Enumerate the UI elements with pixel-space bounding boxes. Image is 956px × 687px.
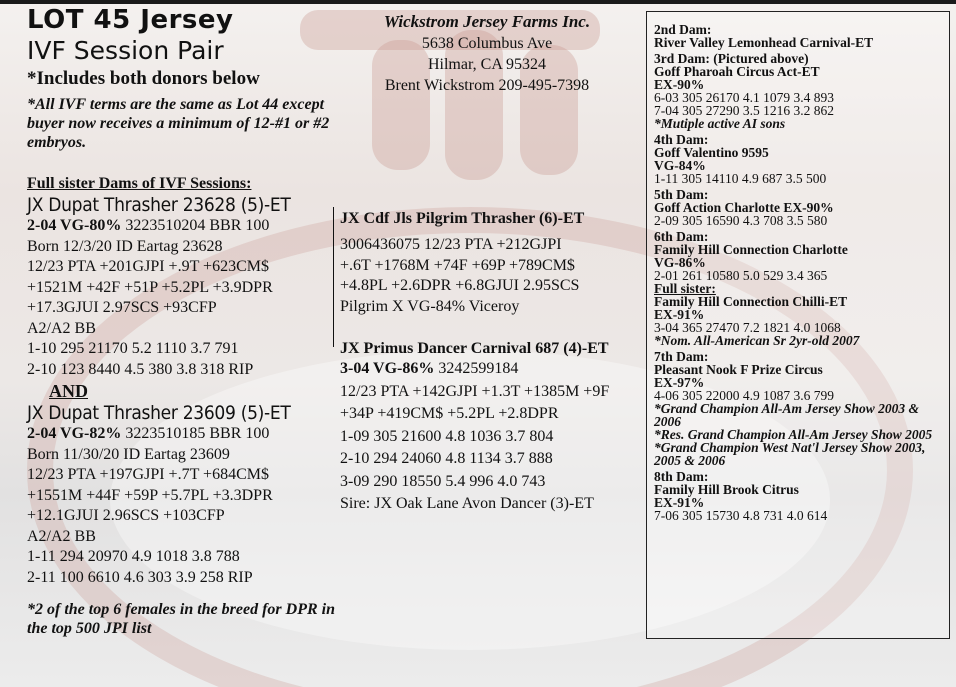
- donor-1-line: +1521M +42F +51P +5.2PL +3.9DPR: [27, 278, 273, 296]
- farm-contact: [348, 11, 626, 96]
- dam7-note: *Grand Champion West Nat'l Jersey Show 2003, 2005 & 2006: [654, 440, 926, 468]
- sire-1: [340, 209, 640, 317]
- sire-2-score: 3-04 VG-86% 3242599184: [340, 360, 519, 377]
- dam7-note: *Grand Champion All-Am Jersey Show 2003 & 2006: [654, 401, 920, 429]
- dam7-note: *Res. Grand Champion All-Am Jersey Show 2005: [654, 427, 933, 442]
- dam3-score: EX-90%: [654, 77, 705, 92]
- donor-1-line: 2-10 123 8440 4.5 380 3.8 318 RIP: [27, 360, 254, 378]
- sire-1-name: JX Cdf Jls Pilgrim Thrasher (6)-ET: [340, 210, 585, 227]
- donor-2-line: Born 11/30/20 ID Eartag 23609: [27, 445, 230, 463]
- full-sister-label: Full sister:: [654, 281, 716, 296]
- left-column: [27, 6, 337, 638]
- full-sister-record: 3-04 365 27470 7.2 1821 4.0 1068: [654, 320, 841, 335]
- donor-2-name: JX Dupat Thrasher 23609 (5)-ET: [27, 402, 291, 424]
- sire-2-line: 1-09 305 21600 4.8 1036 3.7 804: [340, 427, 554, 445]
- donor-2: [27, 402, 337, 588]
- dam3-heading: 3rd Dam: (Pictured above): [654, 51, 809, 66]
- dam7-score: EX-97%: [654, 375, 705, 390]
- dam5-heading: 5th Dam:: [654, 187, 709, 202]
- dam4-score: VG-84%: [654, 158, 706, 173]
- donor-1-line: 12/23 PTA +201GJPI +.9T +623CM$: [27, 258, 269, 275]
- donor-2-score: 2-04 VG-82% 3223510185 BBR 100: [27, 425, 270, 442]
- donor-1-line: Born 12/3/20 ID Eartag 23628: [27, 237, 223, 255]
- sire-2-name: JX Primus Dancer Carnival 687 (4)-ET: [340, 340, 609, 357]
- dam2-heading: 2nd Dam:: [654, 22, 712, 37]
- dam7-name: Pleasant Nook F Prize Circus: [654, 362, 823, 377]
- donor-1-line: +17.3GJUI 2.97SCS +93CFP: [27, 299, 217, 316]
- sires-column: [340, 209, 640, 515]
- sire-1-line: 3006436075 12/23 PTA +212GJPI: [340, 236, 562, 253]
- dam3-record: 7-04 305 27290 3.5 1216 3.2 862: [654, 103, 834, 118]
- dam3-note: *Mutiple active AI sons: [654, 116, 786, 131]
- sire-2-line: 2-10 294 24060 4.8 1134 3.7 888: [340, 450, 553, 467]
- donor-2-line: +12.1GJUI 2.96SCS +103CFP: [27, 507, 225, 524]
- dpr-footnote: *2 of the top 6 females in the breed for DPR in the top 500 JPI list: [27, 601, 335, 637]
- sire-2: [340, 339, 640, 515]
- farm-name: Wickstrom Jersey Farms Inc.: [383, 12, 591, 31]
- pedigree-box: [646, 11, 950, 639]
- includes-note: *Includes both donors below: [27, 68, 260, 89]
- dam8-name: Family Hill Brook Citrus: [654, 482, 799, 497]
- donor-2-line: +1551M +44F +59P +5.7PL +3.3DPR: [27, 486, 273, 504]
- sire-1-line: +4.8PL +2.6DPR +6.8GJUI 2.95SCS: [340, 277, 580, 294]
- full-sister-heading: Full sister Dams of IVF Sessions:: [27, 175, 252, 192]
- dam7-heading: 7th Dam:: [654, 349, 709, 364]
- sire-2-line: +34P +419CM$ +5.2PL +2.8DPR: [340, 405, 559, 422]
- full-sister-note: *Nom. All-American Sr 2yr-old 2007: [654, 333, 860, 348]
- sire-2-line: 3-09 290 18550 5.4 996 4.0 743: [340, 472, 546, 490]
- sire-divider: [333, 207, 334, 347]
- dam4-name: Goff Valentino 9595: [654, 145, 769, 160]
- sire-1-line: Pilgrim X VG-84% Viceroy: [340, 297, 520, 315]
- dam4-heading: 4th Dam:: [654, 132, 709, 147]
- dam3-name: Goff Pharoah Circus Act-ET: [654, 64, 820, 79]
- sire-1-line: +.6T +1768M +74F +69P +789CM$: [340, 256, 575, 274]
- full-sister-score: EX-91%: [654, 307, 705, 322]
- dam6-name: Family Hill Connection Charlotte: [654, 242, 848, 257]
- sire-2-line: 12/23 PTA +142GJPI +1.3T +1385M +9F: [340, 382, 610, 400]
- dam5-record: 2-09 305 16590 4.3 708 3.5 580: [654, 213, 828, 228]
- donor-2-line: 2-11 100 6610 4.6 303 3.9 258 RIP: [27, 568, 253, 586]
- ivf-terms-note: *All IVF terms are the same as Lot 44 except buyer now receives a minimum of 12-#1 or #2 embryos.: [27, 96, 330, 151]
- dam5-name: Goff Action Charlotte EX-90%: [654, 200, 834, 215]
- and-label: AND: [49, 381, 88, 401]
- dam2-name: River Valley Lemonhead Carnival-ET: [654, 35, 874, 50]
- donor-1-score: 2-04 VG-80% 3223510204 BBR 100: [27, 217, 270, 234]
- donor-2-line: 12/23 PTA +197GJPI +.7T +684CM$: [27, 466, 269, 483]
- donor-1: [27, 194, 337, 380]
- farm-contact-phone: Brent Wickstrom 209-495-7398: [384, 77, 590, 94]
- dam8-record: 7-06 305 15730 4.8 731 4.0 614: [654, 508, 828, 523]
- dam8-score: EX-91%: [654, 495, 705, 510]
- donor-1-name: JX Dupat Thrasher 23628 (5)-ET: [27, 194, 291, 216]
- dam8-heading: 8th Dam:: [654, 469, 709, 484]
- donor-2-line: A2/A2 BB: [27, 527, 96, 545]
- dam7-record: 4-06 305 22000 4.9 1087 3.6 799: [654, 388, 834, 403]
- donor-1-line: 1-10 295 21170 5.2 1110 3.7 791: [27, 340, 239, 357]
- dam6-heading: 6th Dam:: [654, 229, 709, 244]
- lot-subtitle: IVF Session Pair: [27, 36, 224, 65]
- full-sister-name: Family Hill Connection Chilli-ET: [654, 294, 848, 309]
- dam4-record: 1-11 305 14110 4.9 687 3.5 500: [654, 171, 827, 186]
- sire-2-line: Sire: JX Oak Lane Avon Dancer (3)-ET: [340, 495, 594, 512]
- dam6-record: 2-01 261 10580 5.0 529 3.4 365: [654, 268, 828, 283]
- farm-address-line2: Hilmar, CA 95324: [427, 56, 547, 73]
- farm-address-line1: 5638 Columbus Ave: [421, 35, 553, 52]
- donor-1-line: A2/A2 BB: [27, 319, 96, 337]
- top-border: [0, 0, 956, 4]
- donor-2-line: 1-11 294 20970 4.9 1018 3.8 788: [27, 548, 240, 565]
- lot-title: LOT 45 Jersey: [27, 5, 234, 35]
- dam3-record: 6-03 305 26170 4.1 1079 3.4 893: [654, 90, 834, 105]
- dam6-score: VG-86%: [654, 255, 706, 270]
